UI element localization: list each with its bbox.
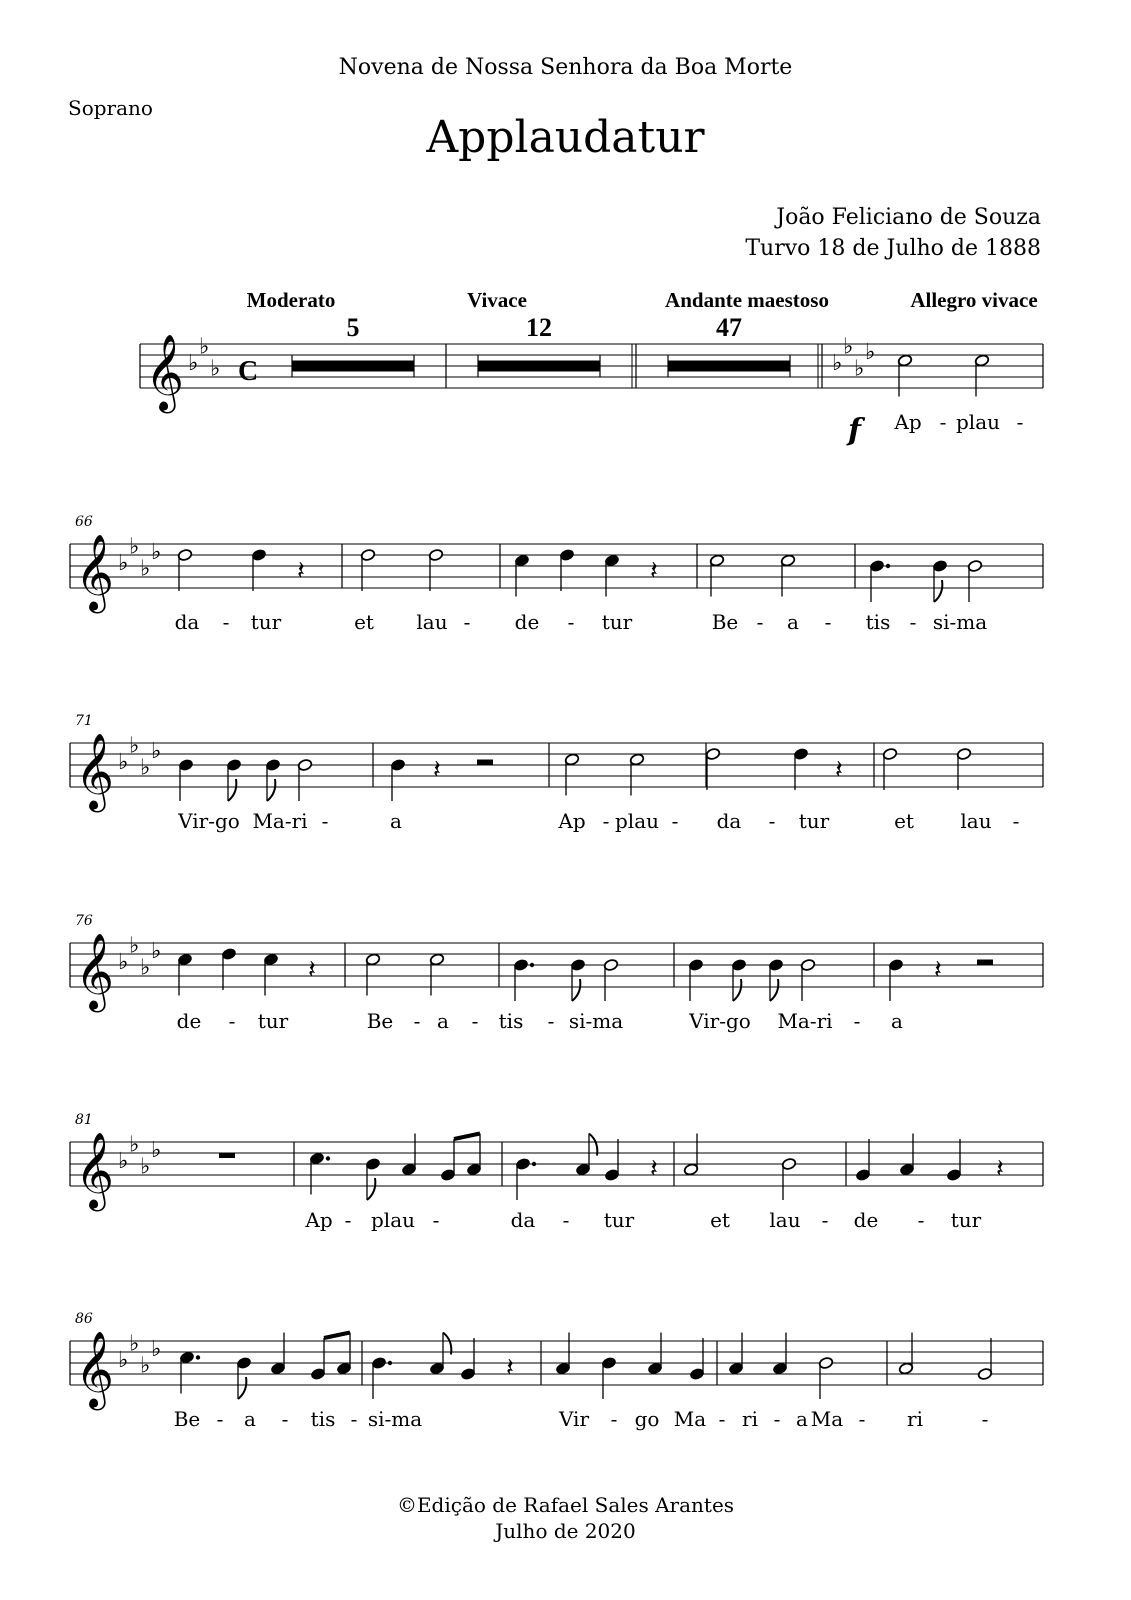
lyric-syllable: Ma [673,1407,707,1431]
flat-icon: ♭ [843,334,854,360]
lyric-syllable: da [716,809,742,833]
quarter-rest-icon: 𝄽 [650,556,658,586]
lyric-syllable: Vir-go [178,809,240,833]
edition-date: Julho de 2020 [495,1519,636,1543]
lyric-syllable: lau [960,809,992,833]
lyric-hyphen: - [471,1009,479,1033]
flat-icon: ♭ [129,534,140,560]
lyric-hyphen: - [773,1407,781,1431]
lyric-syllable: da [174,610,200,634]
lyric-syllable: si-ma [568,1009,624,1033]
measure-number: 71 [75,713,93,729]
lyric-syllable: lau [769,1208,801,1232]
lyric-syllable: et [894,809,914,833]
lyric-syllable: Be [173,1407,201,1431]
lyric-hyphen: - [432,1208,440,1232]
quarter-rest-icon: 𝄽 [650,1154,658,1184]
collection-title: Novena de Nossa Senhora da Boa Morte [338,55,793,80]
lyric-hyphen: - [547,1009,555,1033]
flat-icon: ♭ [118,1149,129,1174]
lyric-hyphen: - [228,1009,236,1033]
quarter-rest-icon: 𝄽 [934,955,942,985]
lyric-hyphen: - [824,610,832,634]
svg-text:𝄞: 𝄞 [75,1330,115,1408]
flat-icon: ♭ [199,334,210,360]
measure-number: 76 [75,913,93,929]
tempo-marking: Andante maestoso [665,288,829,312]
lyric-hyphen: - [562,1208,570,1232]
lyric-hyphen: - [939,410,947,434]
flat-icon: ♭ [151,1138,162,1163]
lyric-hyphen: - [350,1407,358,1431]
lyric-syllable: tur [603,1208,635,1232]
lyric-syllable: tur [601,610,633,634]
part-name: Soprano [68,96,153,120]
tempo-marking: Moderato [246,288,336,312]
dot [388,1361,392,1365]
lyric-syllable: a [437,1009,449,1033]
lyric-syllable: Be [711,610,739,634]
lyric-hyphen: - [463,610,471,634]
svg-text:𝄞: 𝄞 [75,1131,115,1209]
lyric-syllable: Vir [558,1407,590,1431]
lyric-hyphen: - [1012,809,1020,833]
flag [443,1333,451,1355]
lyric-hyphen: - [281,1407,289,1431]
lyric-syllable: tur [950,1208,982,1232]
flat-icon: ♭ [140,755,151,781]
multirest-count: 12 [526,313,552,342]
flat-icon: ♭ [151,1337,162,1362]
lyric-syllable: Ap [305,1208,333,1232]
lyric-syllable: ri [907,1407,923,1431]
lyric-hyphen: - [981,1407,989,1431]
flat-icon: ♭ [118,1348,129,1373]
lyric-syllable: da [510,1208,536,1232]
lyric-syllable: et [354,610,374,634]
lyric-syllable: si-ma [932,610,988,634]
flat-icon: ♭ [151,939,162,964]
lyric-syllable: a [390,809,402,833]
lyric-hyphen: - [756,610,764,634]
edition-credit: ©Edição de Rafael Sales Arantes [396,1493,735,1517]
lyric-syllable: a [796,1407,808,1431]
flag [238,1377,246,1399]
lyric-syllable: plau [614,809,660,833]
lyric-hyphen: - [610,1407,618,1431]
lyric-hyphen: - [602,809,610,833]
common-time-icon: C [238,356,259,387]
lyric-syllable: tis [310,1407,336,1431]
lyric-syllable: a [244,1407,256,1431]
quarter-rest-icon: 𝄽 [835,755,843,785]
lyric-hyphen: - [858,1407,866,1431]
lyric-syllable: tur [250,610,282,634]
treble-clef-icon [75,1331,114,1411]
flat-icon: ♭ [854,356,865,382]
lyric-hyphen: - [671,809,679,833]
composition-date: Turvo 18 de Julho de 1888 [745,236,1041,261]
measure-number: 81 [75,1112,93,1128]
lyric-syllable: Ap [558,809,586,833]
dot [196,1355,200,1359]
flat-icon: ♭ [140,955,151,981]
measure-number: 66 [75,514,93,530]
dynamic-forte: f [848,413,861,448]
beam [324,1333,350,1339]
quarter-rest-icon: 𝄽 [308,955,316,985]
lyric-hyphen: - [917,1208,925,1232]
lyric-syllable: de [514,610,540,634]
lyric-syllable: plau [370,1208,416,1232]
flat-icon: ♭ [832,351,843,376]
quarter-rest-icon: 𝄽 [996,1154,1004,1184]
svg-text:𝄞: 𝄞 [75,533,115,611]
quarter-rest-icon: 𝄽 [506,1353,514,1383]
lyric-hyphen: - [853,1009,861,1033]
lyric-syllable: de [176,1009,202,1033]
quarter-rest-icon: 𝄽 [297,556,305,586]
tempo-marking: Vivace [467,288,527,312]
flat-icon: ♭ [129,1132,140,1158]
lyric-syllable: tur [798,809,830,833]
lyric-syllable: Vir-go [689,1009,751,1033]
lyric-hyphen: - [768,809,776,833]
lyric-syllable: lau [416,610,448,634]
lyric-hyphen: - [909,610,917,634]
lyric-syllable: de [853,1208,879,1232]
lyric-syllable: Ma [810,1407,844,1431]
flat-icon: ♭ [129,933,140,959]
flat-icon: ♭ [151,739,162,764]
lyric-hyphen: - [1016,410,1024,434]
multirest-count: 47 [716,313,742,342]
flat-icon: ♭ [118,750,129,775]
lyric-syllable: Be [366,1009,394,1033]
svg-text:𝄞: 𝄞 [75,932,115,1010]
flat-icon: ♭ [118,950,129,975]
quarter-rest-icon: 𝄽 [433,755,441,785]
lyric-syllable: ri [742,1407,758,1431]
flat-icon: ♭ [118,551,129,576]
flat-icon: ♭ [865,340,876,365]
flat-icon: ♭ [140,1353,151,1379]
flat-icon: ♭ [129,1331,140,1357]
svg-text:𝄞: 𝄞 [75,732,115,810]
flat-icon: ♭ [151,540,162,565]
lyric-syllable: plau [955,410,1001,434]
lyric-syllable: Ap [894,410,922,434]
lyric-syllable: tur [257,1009,289,1033]
lyric-syllable: a [891,1009,903,1033]
measure-number: 86 [75,1311,93,1327]
lyric-hyphen: - [821,1208,829,1232]
lyric-hyphen: - [216,1407,224,1431]
lyric-syllable: a [787,610,799,634]
lyric-hyphen: - [222,610,230,634]
lyric-syllable: Ma-ri [252,809,308,833]
lyric-syllable: et [710,1208,730,1232]
flat-icon: ♭ [188,351,199,376]
flat-icon: ♭ [210,356,221,382]
lyric-syllable: Ma-ri [777,1009,833,1033]
flat-icon: ♭ [140,1154,151,1180]
lyric-hyphen: - [321,809,329,833]
lyric-hyphen: - [567,610,575,634]
tempo-marking: Allegro vivace [910,288,1038,312]
lyric-hyphen: - [413,1009,421,1033]
lyric-hyphen: - [344,1208,352,1232]
composer: João Feliciano de Souza [776,205,1041,230]
multirest-count: 5 [346,313,360,342]
lyric-syllable: go [634,1407,660,1431]
flat-icon: ♭ [129,733,140,759]
lyric-hyphen: - [718,1407,726,1431]
lyric-syllable: tis [498,1009,524,1033]
lyric-syllable: tis [865,610,891,634]
lyric-syllable: si-ma [367,1407,423,1431]
flat-icon: ♭ [140,556,151,582]
svg-text:𝄞: 𝄞 [145,333,185,411]
piece-title: Applaudatur [426,112,705,163]
